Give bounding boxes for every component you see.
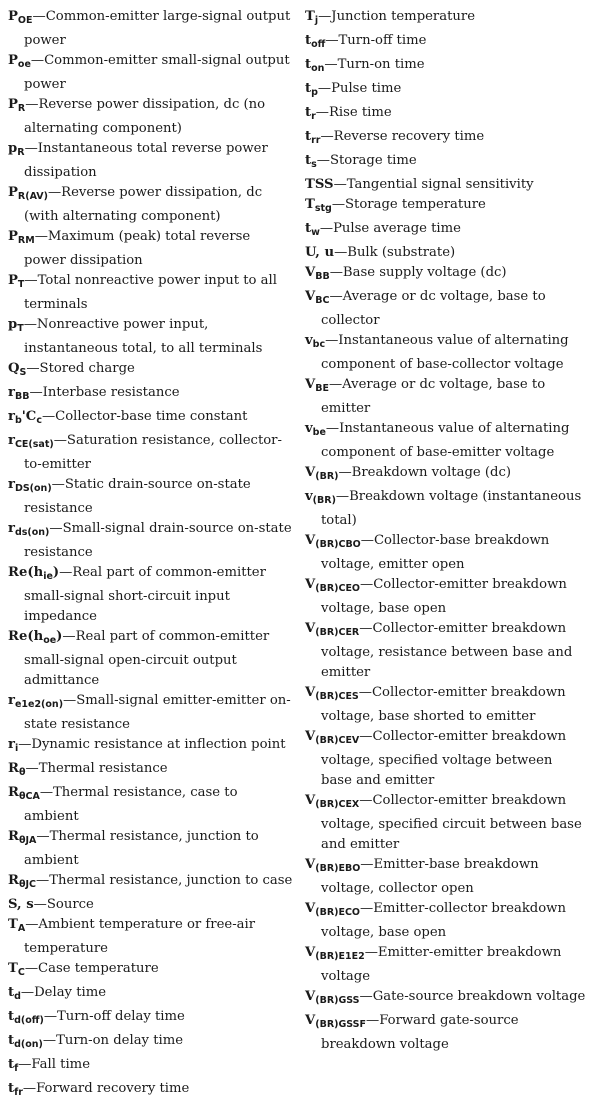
entry-symbol: t bbox=[305, 33, 312, 48]
glossary-entry bbox=[305, 855, 587, 899]
entry-definition: Thermal resistance, junction to case bbox=[49, 873, 293, 888]
em-dash: — bbox=[364, 945, 378, 960]
em-dash: — bbox=[24, 141, 38, 156]
glossary-entry bbox=[305, 195, 587, 219]
entry-definition: Storage temperature bbox=[345, 197, 486, 212]
em-dash: — bbox=[360, 577, 374, 592]
left-column bbox=[8, 7, 294, 1103]
em-dash: — bbox=[20, 985, 35, 1000]
em-dash: — bbox=[18, 737, 32, 752]
entry-subscript: BE bbox=[315, 383, 329, 394]
entry-definition: Collector-emitter breakdown voltage, resistance between base and emitter bbox=[321, 621, 573, 680]
entry-definition: Turn-on delay time bbox=[56, 1033, 184, 1048]
glossary-entry bbox=[8, 315, 294, 359]
entry-subscript: (BR)CER bbox=[315, 627, 360, 638]
glossary-entry bbox=[305, 791, 587, 855]
entry-symbol: Re(h bbox=[8, 629, 44, 644]
em-dash: — bbox=[319, 221, 334, 236]
glossary-entry bbox=[305, 331, 587, 375]
entry-symbol: V bbox=[305, 577, 316, 592]
entry-definition: Base supply voltage (dc) bbox=[342, 265, 507, 280]
entry-symbol: U, u bbox=[305, 245, 335, 260]
entry-subscript: A bbox=[17, 923, 26, 934]
entry-definition: Case temperature bbox=[38, 961, 159, 976]
entry-subscript: BB bbox=[14, 391, 30, 402]
entry-subscript: r bbox=[311, 111, 316, 122]
glossary-entry bbox=[305, 1011, 587, 1055]
entry-subscript: e1e2(on) bbox=[14, 699, 64, 710]
entry-definition: Nonreactive power input, instantaneous total, to all terminals bbox=[24, 317, 263, 356]
em-dash: — bbox=[53, 433, 67, 448]
entry-subscript: fr bbox=[14, 1087, 23, 1098]
glossary-entry bbox=[8, 691, 294, 735]
entry-subscript: S bbox=[19, 367, 27, 378]
em-dash: — bbox=[360, 533, 374, 548]
entry-definition: Junction temperature bbox=[331, 9, 476, 24]
entry-definition: Collector-emitter breakdown voltage, specified circuit between base and emitter bbox=[321, 793, 582, 852]
entry-symbol: v bbox=[305, 421, 313, 436]
entry-symbol: P bbox=[8, 53, 18, 68]
entry-definition: Average or dc voltage, base to emitter bbox=[321, 377, 546, 416]
glossary-entry bbox=[305, 31, 587, 55]
glossary-entry bbox=[8, 783, 294, 827]
em-dash: — bbox=[318, 9, 332, 24]
entry-subscript: R(AV) bbox=[17, 191, 48, 202]
entry-symbol: t bbox=[8, 1009, 15, 1024]
entry-definition: Small-signal drain-source on-state resistance bbox=[24, 521, 292, 560]
em-dash: — bbox=[25, 97, 39, 112]
entry-definition: Ambient temperature or free-air temperature bbox=[24, 917, 256, 956]
entry-definition: Gate-source breakdown voltage bbox=[372, 989, 586, 1004]
em-dash: — bbox=[41, 409, 56, 424]
em-dash: — bbox=[47, 185, 62, 200]
entry-symbol: V bbox=[305, 377, 316, 392]
entry-symbol: V bbox=[305, 945, 316, 960]
entry-subscript: RM bbox=[17, 235, 35, 246]
entry-subscript: R bbox=[17, 147, 25, 158]
entry-subscript: on bbox=[311, 63, 325, 74]
entry-symbol: p bbox=[8, 317, 18, 332]
em-dash: — bbox=[18, 1057, 32, 1072]
glossary-entry bbox=[8, 7, 294, 51]
entry-subscript: d bbox=[14, 991, 21, 1002]
entry-symbol: T bbox=[8, 961, 18, 976]
entry-subscript: T bbox=[17, 279, 25, 290]
glossary-entry bbox=[8, 407, 294, 431]
entry-symbol-suffix: ) bbox=[56, 629, 63, 644]
glossary-entry bbox=[8, 1007, 294, 1031]
entry-symbol: V bbox=[305, 621, 316, 636]
entry-subscript: OE bbox=[17, 15, 33, 26]
entry-definition: Pulse time bbox=[331, 81, 402, 96]
em-dash: — bbox=[338, 465, 352, 480]
entry-subscript: CE(sat) bbox=[14, 439, 54, 450]
entry-symbol: t bbox=[305, 57, 312, 72]
em-dash: — bbox=[333, 177, 347, 192]
em-dash: — bbox=[49, 521, 63, 536]
entry-definition: Fall time bbox=[31, 1057, 90, 1072]
entry-subscript: θJC bbox=[18, 879, 37, 890]
entry-symbol: t bbox=[8, 1057, 15, 1072]
entry-symbol: V bbox=[305, 989, 316, 1004]
entry-definition: Breakdown voltage (dc) bbox=[351, 465, 512, 480]
glossary-entry bbox=[305, 151, 587, 175]
em-dash: — bbox=[360, 901, 374, 916]
glossary-entry bbox=[8, 183, 294, 227]
entry-definition: Static drain-source on-state resistance bbox=[24, 477, 251, 516]
em-dash: — bbox=[30, 53, 45, 68]
em-dash: — bbox=[33, 897, 47, 912]
entry-symbol: T bbox=[305, 197, 315, 212]
em-dash: — bbox=[325, 33, 339, 48]
entry-definition: Reverse power dissipation, dc (no alternating component) bbox=[24, 97, 266, 136]
entry-subscript: s bbox=[311, 159, 317, 170]
em-dash: — bbox=[42, 1033, 57, 1048]
entry-symbol: V bbox=[305, 901, 316, 916]
entry-subscript: (BR)GSS bbox=[315, 995, 360, 1006]
glossary-entry bbox=[305, 219, 587, 243]
entry-definition: Collector-base time constant bbox=[55, 409, 248, 424]
em-dash: — bbox=[320, 129, 334, 144]
entry-symbol: Q bbox=[8, 361, 20, 376]
entry-symbol: V bbox=[305, 265, 316, 280]
entry-definition: Saturation resistance, collector-to-emitter bbox=[24, 433, 282, 472]
entry-definition: Maximum (peak) total reverse power dissipation bbox=[24, 229, 251, 268]
glossary-entry bbox=[305, 987, 587, 1011]
entry-symbol: S, s bbox=[8, 897, 34, 912]
entry-subscript: off bbox=[311, 39, 326, 50]
entry-symbol: P bbox=[8, 273, 18, 288]
entry-subscript: (BR)EBO bbox=[315, 863, 361, 874]
em-dash: — bbox=[22, 1081, 37, 1096]
entry-subscript: d(on) bbox=[14, 1039, 43, 1050]
entry-definition: Stored charge bbox=[39, 361, 135, 376]
entry-subscript: (BR) bbox=[315, 471, 339, 482]
glossary-entry bbox=[305, 103, 587, 127]
entry-symbol: r bbox=[8, 521, 15, 536]
entry-definition: Reverse recovery time bbox=[333, 129, 485, 144]
entry-subscript: (BR)CEO bbox=[315, 583, 361, 594]
entry-symbol: R bbox=[8, 873, 19, 888]
em-dash: — bbox=[366, 1013, 380, 1028]
em-dash: — bbox=[359, 989, 373, 1004]
entry-subscript: oe bbox=[43, 635, 57, 646]
entry-symbol: r bbox=[8, 433, 15, 448]
entry-definition: Dynamic resistance at inflection point bbox=[31, 737, 286, 752]
entry-subscript: b bbox=[14, 415, 22, 426]
glossary-entry bbox=[305, 487, 587, 531]
entry-subscript: f bbox=[14, 1063, 19, 1074]
entry-symbol: V bbox=[305, 465, 316, 480]
entry-subscript: p bbox=[311, 87, 318, 98]
glossary-entry bbox=[8, 227, 294, 271]
glossary-entry bbox=[8, 383, 294, 407]
entry-symbol: P bbox=[8, 97, 18, 112]
entry-subscript: ie bbox=[43, 571, 53, 582]
glossary-entry bbox=[305, 943, 587, 987]
entry-subscript: BC bbox=[315, 295, 330, 306]
glossary-entry bbox=[8, 475, 294, 519]
entry-subscript: T bbox=[17, 323, 24, 334]
entry-symbol: t bbox=[305, 221, 312, 236]
entry-subscript: (BR)E1E2 bbox=[315, 951, 365, 962]
entry-symbol: V bbox=[305, 685, 316, 700]
entry-symbol: P bbox=[8, 229, 18, 244]
entry-symbol: v bbox=[305, 489, 313, 504]
glossary-entry bbox=[8, 915, 294, 959]
entry-subscript: bc bbox=[312, 339, 326, 350]
entry-definition: Average or dc voltage, base to collector bbox=[321, 289, 546, 328]
em-dash: — bbox=[36, 873, 50, 888]
em-dash: — bbox=[62, 629, 76, 644]
em-dash: — bbox=[34, 229, 48, 244]
glossary-entry bbox=[8, 959, 294, 983]
entry-symbol: R bbox=[8, 829, 19, 844]
glossary-entry bbox=[8, 735, 294, 759]
entry-symbol: TSS bbox=[305, 177, 334, 192]
right-column bbox=[305, 7, 587, 1055]
entry-definition: Common-emitter large-signal output power bbox=[24, 9, 291, 48]
entry-subscript: i bbox=[14, 743, 19, 754]
entry-symbol: t bbox=[8, 1033, 15, 1048]
em-dash: — bbox=[325, 421, 340, 436]
glossary-entry bbox=[8, 627, 294, 691]
em-dash: — bbox=[324, 57, 338, 72]
glossary-entry bbox=[8, 431, 294, 475]
glossary-entry bbox=[8, 519, 294, 563]
entry-subscript: be bbox=[312, 427, 326, 438]
entry-definition: Breakdown voltage (instantaneous total) bbox=[321, 489, 582, 528]
em-dash: — bbox=[59, 565, 73, 580]
entry-definition: Common-emitter small-signal output power bbox=[24, 53, 290, 92]
em-dash: — bbox=[36, 829, 50, 844]
em-dash: — bbox=[63, 693, 77, 708]
glossary-entry bbox=[305, 619, 587, 683]
entry-definition: Emitter-emitter breakdown voltage bbox=[321, 945, 562, 984]
em-dash: — bbox=[359, 793, 373, 808]
entry-symbol-suffix: ) bbox=[52, 565, 60, 580]
entry-symbol: R bbox=[8, 761, 19, 776]
em-dash: — bbox=[334, 245, 348, 260]
entry-definition: Turn-off delay time bbox=[57, 1009, 185, 1024]
entry-subscript: ds(on) bbox=[14, 527, 50, 538]
em-dash: — bbox=[329, 289, 343, 304]
glossary-entry bbox=[305, 899, 587, 943]
em-dash: — bbox=[43, 1009, 57, 1024]
entry-definition: Emitter-base breakdown voltage, collector open bbox=[321, 857, 539, 896]
entry-symbol: T bbox=[305, 9, 315, 24]
entry-symbol: r bbox=[8, 737, 15, 752]
entry-subscript: DS(on) bbox=[14, 483, 52, 494]
entry-subscript: stg bbox=[314, 203, 332, 214]
entry-subscript: w bbox=[311, 227, 320, 238]
entry-symbol: r bbox=[8, 477, 15, 492]
entry-symbol: t bbox=[305, 81, 312, 96]
glossary-entry bbox=[305, 287, 587, 331]
entry-definition: Reverse power dissipation, dc (with alternating component) bbox=[24, 185, 263, 224]
entry-symbol: P bbox=[8, 9, 18, 24]
entry-definition: Emitter-collector breakdown voltage, base open bbox=[321, 901, 566, 940]
entry-definition: Forward recovery time bbox=[36, 1081, 190, 1096]
em-dash: — bbox=[328, 377, 343, 392]
entry-subscript: C bbox=[17, 967, 25, 978]
entry-symbol: T bbox=[8, 917, 18, 932]
entry-symbol: r bbox=[8, 693, 15, 708]
entry-definition: Storage time bbox=[329, 153, 417, 168]
entry-definition: Turn-off time bbox=[338, 33, 427, 48]
em-dash: — bbox=[360, 857, 374, 872]
entry-symbol: Re(h bbox=[8, 565, 44, 580]
entry-subscript: rr bbox=[311, 135, 321, 146]
glossary-entry bbox=[305, 531, 587, 575]
entry-subscript: θJA bbox=[18, 835, 37, 846]
entry-symbol: t bbox=[8, 985, 15, 1000]
entry-symbol: t bbox=[8, 1081, 15, 1096]
entry-definition: Collector-base breakdown voltage, emitter open bbox=[321, 533, 550, 572]
entry-subscript: j bbox=[314, 15, 319, 26]
glossary-entry bbox=[305, 463, 587, 487]
entry-subscript: (BR)CBO bbox=[315, 539, 361, 550]
em-dash: — bbox=[32, 9, 46, 24]
entry-symbol: v bbox=[305, 333, 313, 348]
glossary-entry bbox=[305, 243, 587, 263]
entry-definition: Pulse average time bbox=[333, 221, 461, 236]
entry-subscript: θCA bbox=[18, 791, 40, 802]
entry-definition: Collector-emitter breakdown voltage, specified voltage between base and emitter bbox=[321, 729, 567, 788]
entry-definition: Rise time bbox=[328, 105, 392, 120]
entry-definition: Source bbox=[46, 897, 94, 912]
em-dash: — bbox=[23, 317, 37, 332]
entry-symbol: V bbox=[305, 533, 316, 548]
em-dash: — bbox=[29, 385, 43, 400]
em-dash: — bbox=[335, 489, 350, 504]
entry-subscript: R bbox=[17, 103, 26, 114]
entry-subscript: (BR) bbox=[312, 495, 336, 506]
entry-subscript: d(off) bbox=[14, 1015, 44, 1026]
em-dash: — bbox=[358, 685, 372, 700]
glossary-entry bbox=[8, 563, 294, 627]
entry-definition: Instantaneous value of alternating component of base-emitter voltage bbox=[321, 421, 570, 460]
em-dash: — bbox=[315, 105, 329, 120]
glossary-entry bbox=[305, 55, 587, 79]
em-dash: — bbox=[316, 153, 330, 168]
glossary-entry bbox=[305, 263, 587, 287]
entry-definition: Bulk (substrate) bbox=[347, 245, 456, 260]
glossary-entry bbox=[8, 271, 294, 315]
em-dash: — bbox=[359, 729, 373, 744]
entry-definition: Delay time bbox=[34, 985, 107, 1000]
glossary-entry bbox=[305, 127, 587, 151]
glossary-entry bbox=[8, 1055, 294, 1079]
entry-definition: Collector-emitter breakdown voltage, base open bbox=[321, 577, 567, 616]
entry-definition: Collector-emitter breakdown voltage, base shorted to emitter bbox=[321, 685, 566, 724]
glossary-entry bbox=[8, 51, 294, 95]
entry-subscript: oe bbox=[17, 59, 31, 70]
entry-definition: Instantaneous total reverse power dissipation bbox=[24, 141, 268, 180]
entry-symbol: P bbox=[8, 185, 18, 200]
entry-subscript: (BR)GSSF bbox=[315, 1019, 367, 1030]
glossary-entry bbox=[305, 79, 587, 103]
entry-symbol: V bbox=[305, 857, 316, 872]
entry-definition: Thermal resistance, junction to ambient bbox=[24, 829, 259, 868]
entry-definition: Thermal resistance, case to ambient bbox=[24, 785, 238, 824]
entry-definition: Thermal resistance bbox=[38, 761, 168, 776]
glossary-entry bbox=[8, 895, 294, 915]
entry-definition: Interbase resistance bbox=[42, 385, 180, 400]
entry-definition: Turn-on time bbox=[337, 57, 425, 72]
entry-symbol: V bbox=[305, 729, 316, 744]
entry-symbol: r bbox=[8, 409, 15, 424]
glossary-entry bbox=[305, 375, 587, 419]
em-dash: — bbox=[331, 197, 346, 212]
em-dash: — bbox=[26, 361, 40, 376]
glossary-entry bbox=[8, 359, 294, 383]
entry-definition: Tangential signal sensitivity bbox=[346, 177, 534, 192]
entry-symbol: t bbox=[305, 129, 312, 144]
em-dash: — bbox=[325, 333, 339, 348]
entry-subscript: BB bbox=[315, 271, 330, 282]
em-dash: — bbox=[25, 761, 39, 776]
entry-subscript: (BR)ECO bbox=[315, 907, 361, 918]
em-dash: — bbox=[51, 477, 65, 492]
entry-symbol: t bbox=[305, 153, 312, 168]
em-dash: — bbox=[39, 785, 54, 800]
entry-subscript: (BR)CEV bbox=[315, 735, 360, 746]
entry-definition: Small-signal emitter-emitter on-state resistance bbox=[24, 693, 291, 732]
glossary-entry bbox=[305, 575, 587, 619]
glossary-entry bbox=[305, 7, 587, 31]
entry-definition: Forward gate-source breakdown voltage bbox=[321, 1013, 519, 1052]
em-dash: — bbox=[317, 81, 332, 96]
entry-symbol: p bbox=[8, 141, 18, 156]
glossary-entry bbox=[305, 175, 587, 195]
glossary-entry bbox=[8, 95, 294, 139]
entry-symbol: V bbox=[305, 289, 316, 304]
em-dash: — bbox=[24, 961, 38, 976]
entry-symbol: r bbox=[8, 385, 15, 400]
glossary-entry bbox=[8, 1079, 294, 1103]
em-dash: — bbox=[25, 917, 39, 932]
entry-definition: Instantaneous value of alternating component of base-collector voltage bbox=[321, 333, 569, 372]
entry-symbol: V bbox=[305, 793, 316, 808]
entry-symbol-suffix: 'C bbox=[21, 409, 37, 424]
entry-symbol: t bbox=[305, 105, 312, 120]
entry-subscript: c bbox=[36, 415, 42, 426]
glossary-entry bbox=[8, 759, 294, 783]
glossary-entry bbox=[8, 983, 294, 1007]
em-dash: — bbox=[24, 273, 38, 288]
glossary-entry bbox=[8, 827, 294, 871]
em-dash: — bbox=[359, 621, 373, 636]
em-dash: — bbox=[329, 265, 343, 280]
glossary-entry bbox=[305, 727, 587, 791]
entry-subscript: (BR)CEX bbox=[315, 799, 360, 810]
entry-symbol: V bbox=[305, 1013, 316, 1028]
glossary-entry bbox=[8, 139, 294, 183]
glossary-entry bbox=[8, 871, 294, 895]
entry-symbol: R bbox=[8, 785, 19, 800]
entry-definition: Real part of common-emitter small-signal open-circuit output admittance bbox=[24, 629, 270, 688]
entry-subscript: θ bbox=[18, 767, 26, 778]
entry-definition: Total nonreactive power input to all terminals bbox=[24, 273, 277, 312]
glossary-entry bbox=[8, 1031, 294, 1055]
glossary-entry bbox=[305, 419, 587, 463]
glossary-entry bbox=[305, 683, 587, 727]
entry-definition: Real part of common-emitter small-signal short-circuit input impedance bbox=[24, 565, 266, 624]
entry-subscript: (BR)CES bbox=[315, 691, 359, 702]
